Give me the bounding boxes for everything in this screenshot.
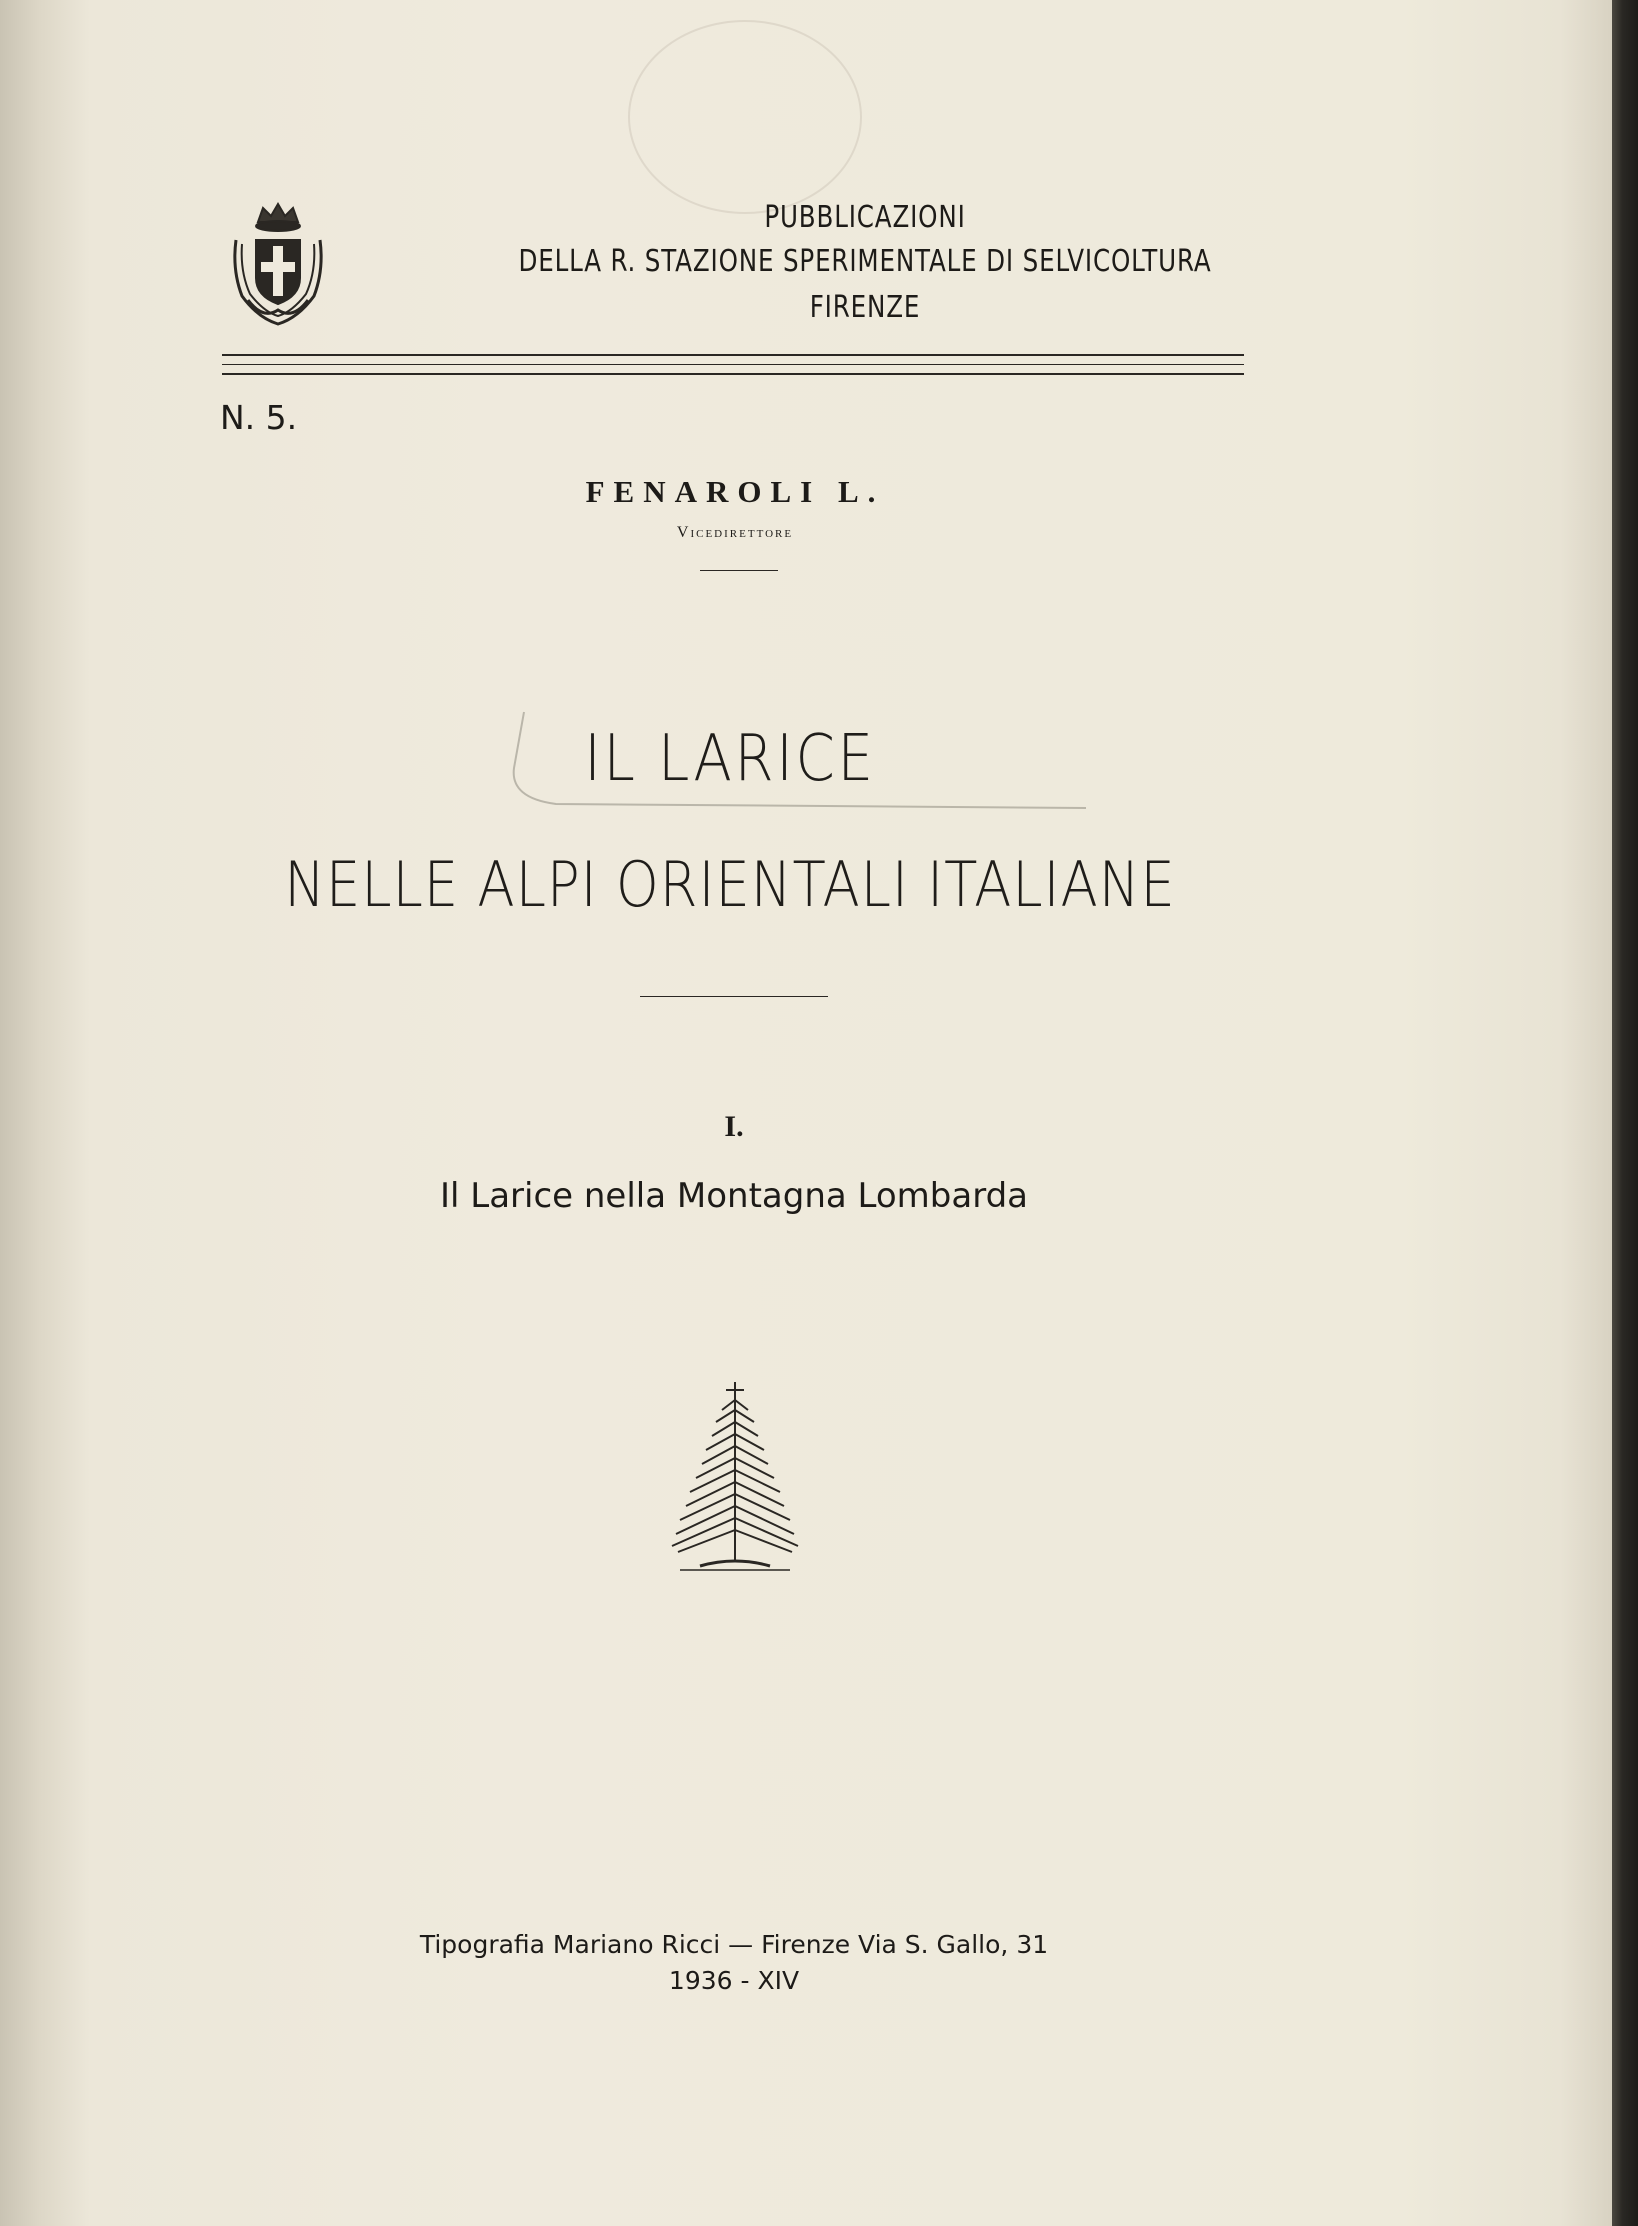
publisher-series-title: PUBBLICAZIONI xyxy=(764,200,966,235)
part-subtitle: Il Larice nella Montagna Lombarda xyxy=(439,1176,1028,1216)
book-title-line-1: IL LARICE xyxy=(584,722,876,796)
header-rule-middle xyxy=(222,364,1244,365)
header-rule-bottom xyxy=(222,373,1244,375)
series-number: N. 5. xyxy=(220,398,298,437)
publication-year: 1936 - XIV xyxy=(668,1966,800,1995)
title-divider xyxy=(640,996,828,997)
savoy-crest-icon xyxy=(228,200,328,328)
printer-imprint: Tipografia Mariano Ricci — Firenze Via S. Gallo, 31 xyxy=(419,1930,1049,1959)
author-divider xyxy=(700,570,778,571)
institution-name: DELLA R. STAZIONE SPERIMENTALE DI SELVICOLTURA xyxy=(518,244,1212,279)
header-rule-top xyxy=(222,354,1244,356)
author-name: FENAROLI L. xyxy=(585,474,885,509)
larch-tree-icon xyxy=(660,1380,810,1580)
book-binding-edge xyxy=(1612,0,1638,2226)
book-title-line-2: NELLE ALPI ORIENTALI ITALIANE xyxy=(284,848,1176,921)
faded-library-stamp xyxy=(628,20,862,214)
author-role: Vicedirettore xyxy=(676,524,794,541)
part-numeral: I. xyxy=(724,1110,744,1143)
institution-city: FIRENZE xyxy=(809,290,921,325)
